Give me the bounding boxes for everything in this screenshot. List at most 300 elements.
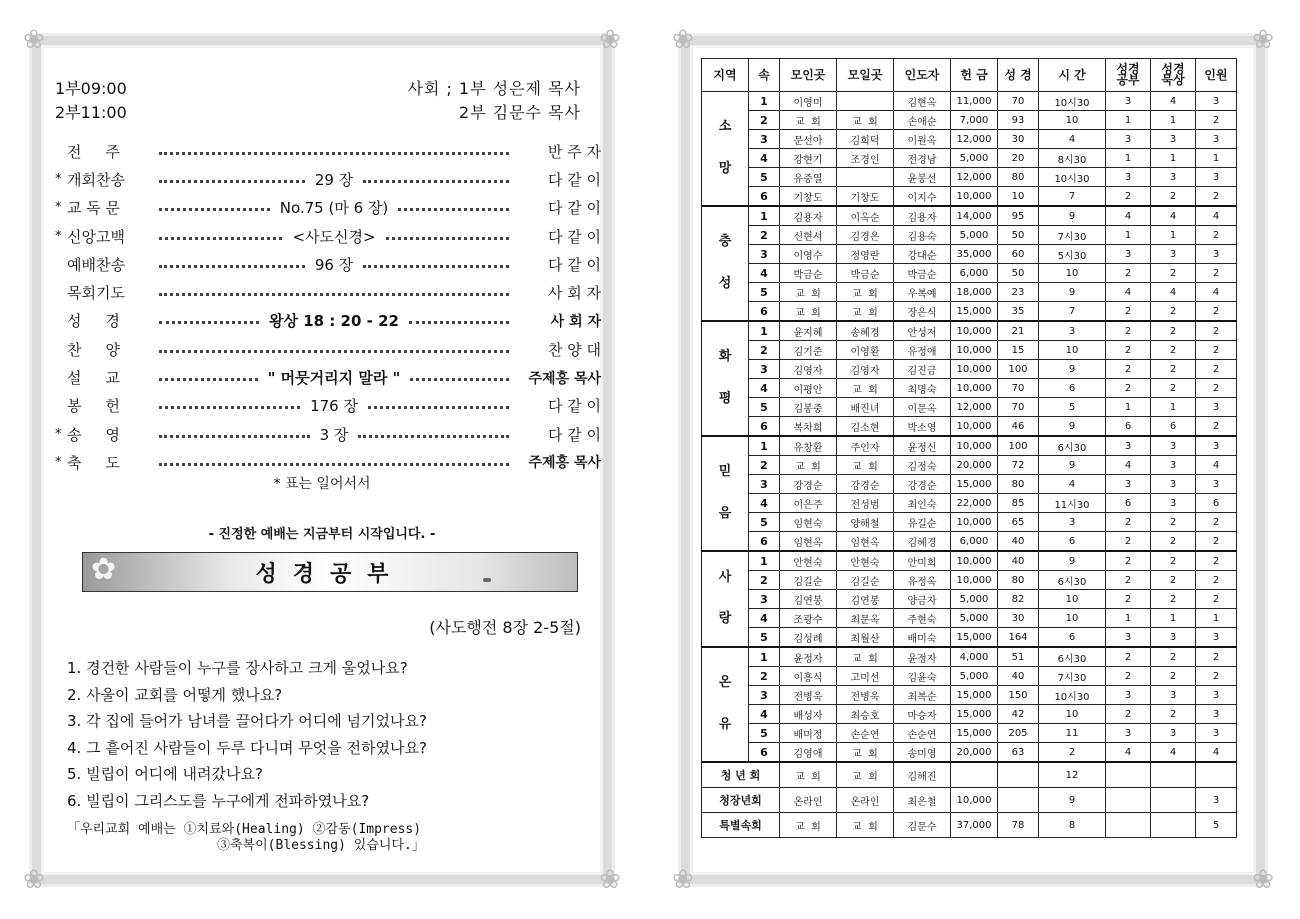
- table-cell: 손애순: [894, 111, 951, 130]
- table-cell: 김윤숙: [894, 667, 951, 686]
- order-item-leader: [153, 424, 515, 445]
- table-cell: 1: [1196, 609, 1237, 628]
- table-cell: 6: [1039, 379, 1106, 398]
- table-cell: 5,000: [951, 226, 998, 245]
- order-item-leader: [153, 367, 515, 388]
- table-cell: 고미선: [837, 667, 894, 686]
- special-group-row: [702, 762, 1237, 788]
- table-cell: 2: [749, 667, 780, 686]
- table-cell: 3: [1196, 724, 1237, 743]
- table-cell: 안미희: [894, 551, 951, 571]
- order-item-person: 다 같 이: [547, 170, 601, 189]
- table-cell: 전성범: [837, 494, 894, 513]
- table-cell: 3: [1151, 168, 1196, 187]
- table-cell: 164: [998, 628, 1039, 648]
- column-header: 인도자: [894, 59, 951, 92]
- order-item: [55, 137, 601, 165]
- table-cell: [998, 788, 1039, 813]
- order-item: [55, 222, 601, 250]
- study-question: 4. 그 흩어진 사람들이 두루 다니며 무엇을 전하였나요?: [67, 738, 427, 757]
- table-row: [702, 609, 1237, 628]
- order-item-name: 예배찬송: [67, 255, 125, 274]
- table-cell: 김희덕: [837, 130, 894, 149]
- flower-ornament-icon: ❀: [23, 865, 45, 895]
- table-cell: 2: [1151, 513, 1196, 532]
- table-cell: 3: [1039, 321, 1106, 341]
- table-cell: 김용자: [780, 206, 837, 226]
- order-item-name: 신앙고백: [67, 227, 125, 246]
- table-cell: 전경남: [894, 149, 951, 168]
- dot-leader: [159, 406, 300, 409]
- table-cell: [1196, 762, 1237, 788]
- table-cell: 10시30: [1039, 92, 1106, 111]
- table-cell: 40: [998, 532, 1039, 552]
- stand-marker: *: [55, 228, 62, 244]
- table-cell: 3: [1151, 724, 1196, 743]
- table-cell: 4: [1151, 92, 1196, 111]
- table-cell: 2: [1151, 551, 1196, 571]
- table-cell: 2: [749, 456, 780, 475]
- table-cell: 3: [1196, 92, 1237, 111]
- table-cell: 1: [1151, 111, 1196, 130]
- table-cell: 4: [1196, 283, 1237, 302]
- table-cell: 1: [749, 647, 780, 667]
- table-cell: [1106, 788, 1151, 813]
- table-cell: 8: [1039, 813, 1106, 838]
- table-cell: 10: [1039, 341, 1106, 360]
- table-cell: 이평안: [780, 379, 837, 398]
- table-cell: 9: [1039, 788, 1106, 813]
- table-cell: 80: [998, 168, 1039, 187]
- table-cell: 4: [1106, 456, 1151, 475]
- table-cell: 우복예: [894, 283, 951, 302]
- table-cell: 23: [998, 283, 1039, 302]
- table-cell: 10,000: [951, 341, 998, 360]
- column-header: 헌 금: [951, 59, 998, 92]
- table-row: [702, 456, 1237, 475]
- dot-leader: [368, 406, 509, 409]
- table-cell: 2: [1196, 532, 1237, 552]
- table-cell: 6: [749, 187, 780, 207]
- table-cell: 93: [998, 111, 1039, 130]
- table-cell: 5,000: [951, 667, 998, 686]
- table-cell: 3: [1106, 130, 1151, 149]
- table-row: [702, 379, 1237, 398]
- table-cell: 3: [749, 360, 780, 379]
- table-cell: 11시30: [1039, 494, 1106, 513]
- table-cell: 150: [998, 686, 1039, 705]
- table-header-row: [702, 59, 1237, 92]
- dot-leader: [159, 208, 270, 211]
- table-cell: 15,000: [951, 628, 998, 648]
- table-cell: 2: [1151, 532, 1196, 552]
- table-cell: 기창도: [780, 187, 837, 207]
- dot-leader: [398, 208, 509, 211]
- table-cell: 4: [1106, 743, 1151, 763]
- table-cell: 교 회: [837, 743, 894, 763]
- region-name: 소 망: [702, 92, 749, 207]
- table-cell: 3: [1196, 168, 1237, 187]
- table-cell: 3: [749, 686, 780, 705]
- order-item-person: 다 같 이: [547, 425, 601, 444]
- table-cell: 5: [749, 168, 780, 187]
- table-row: [702, 302, 1237, 322]
- table-cell: 10,000: [951, 360, 998, 379]
- table-cell: [998, 762, 1039, 788]
- standing-note: * 표는 일어서서: [273, 476, 371, 492]
- table-cell: 6: [749, 532, 780, 552]
- table-cell: 2: [1151, 187, 1196, 207]
- table-cell: 유창환: [780, 436, 837, 456]
- table-cell: [1151, 813, 1196, 838]
- table-cell: 80: [998, 475, 1039, 494]
- table-cell: 2: [1151, 321, 1196, 341]
- table-cell: 마승자: [894, 705, 951, 724]
- table-cell: [1151, 788, 1196, 813]
- table-row: [702, 590, 1237, 609]
- table-row: [702, 92, 1237, 111]
- table-cell: 3: [1196, 245, 1237, 264]
- order-item-leader: [153, 226, 515, 247]
- table-cell: 1: [1106, 609, 1151, 628]
- table-cell: 10,000: [951, 513, 998, 532]
- order-item: [55, 250, 601, 278]
- table-cell: 5: [1196, 813, 1237, 838]
- table-cell: 김용자: [894, 206, 951, 226]
- table-cell: 윤정자: [894, 647, 951, 667]
- table-cell: 12,000: [951, 398, 998, 417]
- table-cell: 22,000: [951, 494, 998, 513]
- table-cell: 3: [1106, 436, 1151, 456]
- table-cell: 2: [1106, 532, 1151, 552]
- table-cell: 배미정: [780, 724, 837, 743]
- table-cell: 2: [1106, 264, 1151, 283]
- region-name: 화 평: [702, 321, 749, 436]
- table-cell: 3: [1196, 788, 1237, 813]
- table-cell: 6: [1039, 532, 1106, 552]
- table-cell: 2: [1106, 360, 1151, 379]
- table-cell: 5: [749, 398, 780, 417]
- table-row: [702, 494, 1237, 513]
- table-cell: 손순연: [837, 724, 894, 743]
- table-cell: 2: [1106, 647, 1151, 667]
- table-cell: 1: [1151, 609, 1196, 628]
- dot-leader: [358, 435, 509, 438]
- table-cell: 10,000: [951, 321, 998, 341]
- region-name: 믿 음: [702, 436, 749, 551]
- table-cell: 2: [1196, 226, 1237, 245]
- order-item-person: 다 같 이: [547, 397, 601, 416]
- table-cell: 2: [1196, 111, 1237, 130]
- table-cell: 50: [998, 264, 1039, 283]
- table-cell: 30: [998, 130, 1039, 149]
- table-cell: 3: [1196, 705, 1237, 724]
- table-row: [702, 571, 1237, 590]
- service-times: [55, 77, 127, 125]
- region-name: 온 유: [702, 647, 749, 762]
- order-item: [55, 335, 601, 363]
- table-cell: 9: [1039, 417, 1106, 437]
- order-item-name: 설 교: [67, 369, 120, 388]
- table-cell: 조경인: [837, 149, 894, 168]
- order-item-person: 다 같 이: [547, 227, 601, 246]
- table-cell: 박금순: [780, 264, 837, 283]
- table-cell: 6,000: [951, 264, 998, 283]
- table-cell: 2: [1196, 667, 1237, 686]
- table-row: [702, 417, 1237, 437]
- table-cell: 김진금: [894, 360, 951, 379]
- table-cell: 6: [1039, 628, 1106, 648]
- table-cell: 교 회: [780, 302, 837, 322]
- special-group-name: 특별속회: [702, 813, 780, 838]
- table-cell: 10: [1039, 111, 1106, 130]
- order-item-person: 사 회 자: [547, 284, 601, 303]
- dot-leader: [159, 378, 258, 381]
- dot-leader: [410, 378, 509, 381]
- table-cell: 2: [1106, 341, 1151, 360]
- table-cell: 2: [1106, 321, 1151, 341]
- table-cell: 4: [1039, 475, 1106, 494]
- order-item-leader: [153, 150, 515, 153]
- table-cell: 최문옥: [837, 609, 894, 628]
- table-cell: 7시30: [1039, 667, 1106, 686]
- dot-leader: [159, 152, 509, 155]
- table-cell: 이영환: [837, 341, 894, 360]
- table-cell: 김혜경: [894, 532, 951, 552]
- dot-leader: [159, 265, 305, 268]
- column-header: 인원: [1196, 59, 1237, 92]
- table-cell: 김정숙: [894, 456, 951, 475]
- table-cell: 손순연: [894, 724, 951, 743]
- table-cell: 72: [998, 456, 1039, 475]
- table-cell: 4: [1151, 283, 1196, 302]
- table-cell: 1: [749, 92, 780, 111]
- table-cell: 15,000: [951, 302, 998, 322]
- order-item-person: 다 같 이: [547, 255, 601, 274]
- table-cell: 1: [749, 206, 780, 226]
- study-question: 5. 빌립이 어디에 내려갔나요?: [67, 765, 263, 784]
- table-cell: 4: [749, 264, 780, 283]
- table-cell: 6: [1151, 417, 1196, 437]
- table-cell: 2: [1151, 379, 1196, 398]
- table-cell: 최은철: [894, 788, 951, 813]
- table-cell: 2: [1106, 379, 1151, 398]
- table-row: [702, 264, 1237, 283]
- order-item-name: 전 주: [67, 142, 120, 161]
- table-cell: 이영미: [780, 92, 837, 111]
- table-cell: 3: [1196, 436, 1237, 456]
- table-cell: 15,000: [951, 724, 998, 743]
- table-cell: 신현서: [780, 226, 837, 245]
- table-cell: 6: [749, 302, 780, 322]
- study-question: 6. 빌립이 그리스도를 누구에게 전파하였나요?: [67, 791, 370, 810]
- table-cell: 1: [1106, 149, 1151, 168]
- table-cell: 4: [749, 609, 780, 628]
- dot-leader: [159, 350, 509, 353]
- table-cell: 1: [1151, 149, 1196, 168]
- order-item-leader: [153, 291, 515, 294]
- table-cell: 2: [1151, 571, 1196, 590]
- table-cell: 15,000: [951, 475, 998, 494]
- service-time-1: 1부09:00: [55, 79, 127, 98]
- table-row: [702, 149, 1237, 168]
- table-cell: 2: [1196, 379, 1237, 398]
- order-item-value: 96 장: [314, 255, 354, 274]
- table-cell: 78: [998, 813, 1039, 838]
- order-item-name: 목회기도: [67, 284, 125, 303]
- table-cell: 주현숙: [894, 609, 951, 628]
- table-row: [702, 705, 1237, 724]
- table-row: [702, 724, 1237, 743]
- dot-leader: [386, 237, 509, 240]
- table-cell: 박금순: [894, 264, 951, 283]
- table-cell: 6,000: [951, 532, 998, 552]
- table-cell: 11: [1039, 724, 1106, 743]
- table-cell: 배진녀: [837, 398, 894, 417]
- flower-ornament-icon: ❀: [23, 25, 45, 55]
- table-cell: 김경은: [837, 226, 894, 245]
- table-cell: 이은주: [780, 494, 837, 513]
- table-cell: [1106, 813, 1151, 838]
- table-cell: 문선아: [780, 130, 837, 149]
- table-cell: 온라인: [780, 788, 837, 813]
- table-cell: 1: [1196, 149, 1237, 168]
- order-item-leader: [153, 254, 515, 275]
- table-cell: 4: [749, 494, 780, 513]
- table-cell: 1: [749, 436, 780, 456]
- table-cell: 2: [1039, 743, 1106, 763]
- table-row: [702, 436, 1237, 456]
- table-cell: 80: [998, 571, 1039, 590]
- table-cell: 2: [1196, 341, 1237, 360]
- table-cell: [951, 762, 998, 788]
- table-cell: 82: [998, 590, 1039, 609]
- table-cell: 최월산: [837, 628, 894, 648]
- order-item-leader: [153, 348, 515, 351]
- table-cell: 교 회: [837, 813, 894, 838]
- table-cell: 최인숙: [894, 494, 951, 513]
- table-cell: 10: [1039, 609, 1106, 628]
- table-cell: 3: [1106, 686, 1151, 705]
- region-name: 충 성: [702, 206, 749, 321]
- table-row: [702, 245, 1237, 264]
- table-cell: 2: [1196, 321, 1237, 341]
- flower-ornament-icon: ❀: [672, 865, 694, 895]
- table-cell: 최명숙: [894, 379, 951, 398]
- table-cell: 40: [998, 551, 1039, 571]
- stand-marker: *: [55, 171, 62, 187]
- table-cell: 배성자: [780, 705, 837, 724]
- order-item-value: " 머뭇거리지 말라 ": [267, 369, 401, 388]
- table-cell: [1106, 762, 1151, 788]
- table-cell: 1: [1106, 398, 1151, 417]
- table-cell: 김영자: [780, 360, 837, 379]
- table-cell: 김길순: [837, 571, 894, 590]
- table-cell: 3: [1151, 628, 1196, 648]
- table-cell: 교 회: [780, 111, 837, 130]
- table-cell: 5,000: [951, 149, 998, 168]
- table-cell: 이흥식: [780, 667, 837, 686]
- table-cell: 11,000: [951, 92, 998, 111]
- table-cell: 35: [998, 302, 1039, 322]
- special-group-name: 청장년회: [702, 788, 780, 813]
- table-row: [702, 283, 1237, 302]
- table-cell: 유정애: [894, 341, 951, 360]
- special-group-name: 청 년 회: [702, 762, 780, 788]
- stand-marker: *: [55, 200, 62, 216]
- table-cell: 5,000: [951, 609, 998, 628]
- column-header: 성경 공부: [1106, 59, 1151, 92]
- table-cell: [837, 168, 894, 187]
- table-cell: 46: [998, 417, 1039, 437]
- table-cell: 4: [1196, 456, 1237, 475]
- table-cell: [1151, 762, 1196, 788]
- order-item-value: <사도신경>: [292, 227, 376, 246]
- table-cell: 이옥순: [837, 206, 894, 226]
- table-cell: 유정옥: [894, 571, 951, 590]
- motto-line-2: ③축복이(Blessing) 있습니다.」: [217, 838, 425, 853]
- table-cell: 7시30: [1039, 226, 1106, 245]
- table-cell: 1: [1151, 398, 1196, 417]
- dot-leader: [159, 435, 310, 438]
- bulletin-right-page: [672, 25, 1274, 895]
- table-cell: 7: [1039, 187, 1106, 207]
- table-cell: 10: [998, 187, 1039, 207]
- table-cell: 2: [1196, 551, 1237, 571]
- column-header: 모일곳: [837, 59, 894, 92]
- table-cell: 김기준: [780, 341, 837, 360]
- column-header: 시 간: [1039, 59, 1106, 92]
- order-item: [55, 307, 601, 335]
- table-cell: 37,000: [951, 813, 998, 838]
- table-cell: 4: [749, 149, 780, 168]
- table-cell: 배미숙: [894, 628, 951, 648]
- table-cell: 51: [998, 647, 1039, 667]
- table-cell: 3: [1106, 92, 1151, 111]
- table-cell: 2: [1151, 302, 1196, 322]
- table-cell: 3: [1151, 456, 1196, 475]
- daisy-icon: ✿: [91, 552, 117, 587]
- table-cell: 5: [749, 724, 780, 743]
- table-cell: 2: [1151, 590, 1196, 609]
- table-cell: 2: [1196, 513, 1237, 532]
- order-item: [55, 278, 601, 306]
- table-cell: 최복순: [894, 686, 951, 705]
- table-cell: 95: [998, 206, 1039, 226]
- table-cell: 온라인: [837, 788, 894, 813]
- table-cell: 205: [998, 724, 1039, 743]
- table-cell: 3: [1106, 168, 1151, 187]
- table-row: [702, 321, 1237, 341]
- table-cell: 강대순: [894, 245, 951, 264]
- table-cell: 2: [1151, 264, 1196, 283]
- table-cell: 2: [1106, 302, 1151, 322]
- table-cell: 윤정자: [780, 647, 837, 667]
- dot-leader: [159, 237, 282, 240]
- table-cell: 전병욱: [780, 686, 837, 705]
- dot-leader: [159, 293, 509, 296]
- table-cell: [837, 92, 894, 111]
- table-cell: 교 회: [837, 762, 894, 788]
- church-motto: [67, 822, 425, 854]
- table-cell: 2: [749, 226, 780, 245]
- table-cell: 4: [1039, 130, 1106, 149]
- table-cell: 10,000: [951, 379, 998, 398]
- table-cell: 8시30: [1039, 149, 1106, 168]
- table-cell: 70: [998, 379, 1039, 398]
- table-cell: 2: [1106, 590, 1151, 609]
- table-cell: 15: [998, 341, 1039, 360]
